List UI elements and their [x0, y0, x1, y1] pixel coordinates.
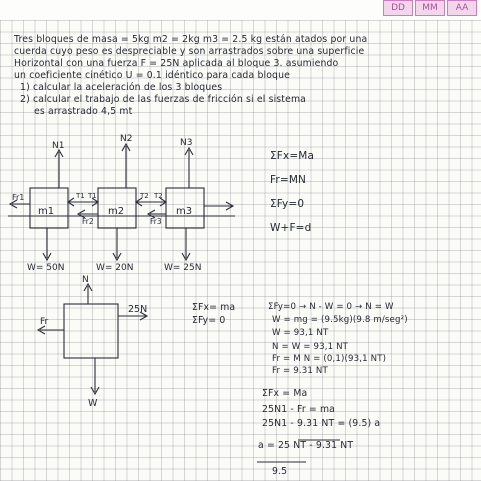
eq-sum-fx: ΣFx=Ma — [270, 150, 315, 162]
month-box: MM — [415, 0, 445, 16]
sol-line-5: Fr = M N = (0,1)(93,1 NT) — [272, 354, 387, 364]
tension-label-b: T1 — [88, 192, 97, 200]
eq-work: W+F=d — [270, 222, 312, 234]
normal-label-1: N1 — [52, 141, 65, 151]
sol-line-7: ΣFx = Ma — [262, 388, 308, 399]
tension-label-a: T1 — [76, 192, 85, 200]
page-header-strip — [0, 0, 481, 20]
sol-line-9: 25N1 - 9.31 NT = (9.5) a — [262, 418, 381, 429]
sol-line-2: W = mg = (9.5kg)(9.8 m/seg²) — [272, 315, 408, 325]
weight-label-3: W= 25N — [164, 263, 202, 273]
friction-label-2: Fr2 — [82, 217, 94, 226]
sol-line-8: 25N1 - Fr = ma — [262, 404, 336, 415]
fbd-weight-label: W — [88, 398, 98, 409]
sol-line-1: ΣFy=0 → N - W = 0 → N = W — [268, 302, 394, 312]
block-label-m1: m1 — [38, 206, 55, 217]
fbd-force-label: 25N — [128, 304, 148, 315]
normal-label-2: N2 — [120, 134, 133, 144]
blocks-diagram — [0, 20, 481, 481]
problem-line-5: 1) calcular la aceleración de los 3 bloques — [20, 82, 223, 93]
block-label-m2: m2 — [108, 206, 125, 217]
problem-line-1: Tres bloques de masa = 5kg m2 = 2kg m3 = 2.5 kg están atados por una — [14, 34, 368, 45]
sol-line-6: Fr = 9.31 NT — [272, 366, 328, 376]
sol-line-3: W = 93,1 NT — [272, 328, 329, 338]
problem-line-7: es arrastrado 4,5 mt — [34, 106, 133, 117]
block-label-m3: m3 — [176, 206, 193, 217]
year-box: AA — [447, 0, 477, 16]
eq-sum-fy: ΣFy=0 — [270, 198, 305, 210]
sol-line-10: a = 25 NT - 9.31 NT — [258, 440, 354, 451]
sol-line-4: N = W = 93,1 NT — [272, 342, 349, 352]
friction-label-1: Fr1 — [12, 193, 25, 202]
problem-line-2: cuerda cuyo peso es despreciable y son arrastrados sobre una superficie — [14, 46, 365, 57]
fbd-friction-label: Fr — [40, 317, 49, 327]
problem-line-3: Horizontal con una fuerza F = 25N aplicada al bloque 3. asumiendo — [14, 58, 339, 69]
problem-line-4: un coeficiente cinético U = 0.1 idéntico para cada bloque — [14, 70, 291, 81]
grid-notebook-page — [0, 20, 481, 481]
fbd-block — [64, 304, 118, 358]
sum-fx-ma: ΣFx= ma — [192, 302, 236, 313]
tension-label-c: T2 — [140, 192, 149, 200]
eq-friction: Fr=MN — [270, 174, 307, 186]
sol-line-11: 9.5 — [272, 466, 288, 477]
problem-line-6: 2) calcular el trabajo de las fuerzas de fricción si el sistema — [20, 94, 307, 105]
fbd-normal-label: N — [82, 275, 89, 285]
day-box: DD — [383, 0, 413, 16]
normal-label-3: N3 — [180, 138, 193, 148]
weight-label-1: W= 50N — [27, 263, 65, 273]
weight-label-2: W= 20N — [96, 263, 134, 273]
sum-fy-0: ΣFy= 0 — [192, 315, 226, 326]
tension-label-d: T2 — [154, 192, 163, 200]
friction-label-3: Fr3 — [150, 217, 162, 226]
notebook-date-boxes — [383, 0, 477, 16]
